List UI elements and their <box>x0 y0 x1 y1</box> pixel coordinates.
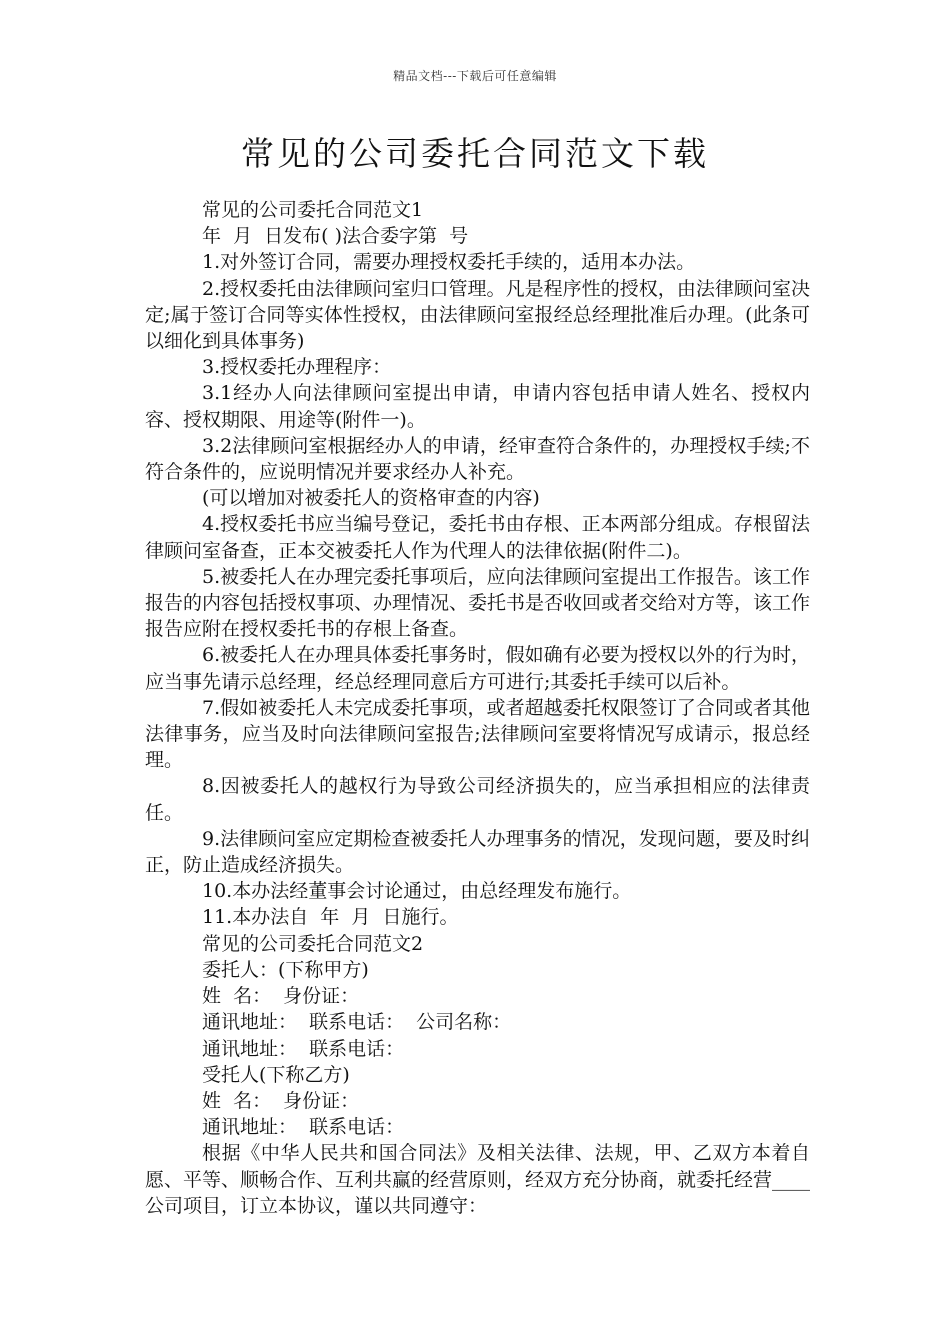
paragraph: 4.授权委托书应当编号登记，委托书由存根、正本两部分组成。存根留法律顾问室备查，正本交被委托人作为代理人的法律依据(附件二)。 <box>145 513 810 562</box>
document-body <box>145 197 810 1219</box>
paragraph: 年 月 日发布( )法合委字第 号 <box>202 225 469 248</box>
paragraph: 7.假如被委托人未完成委托事项，或者超越委托权限签订了合同或者其他法律事务，应当及时向法律顾问室报告;法律顾问室要将情况写成请示，报总经理。 <box>145 696 810 772</box>
paragraph: 常见的公司委托合同范文2 <box>202 932 424 955</box>
paragraph: 9.法律顾问室应定期检查被委托人办理事务的情况，发现问题，要及时纠正，防止造成经济损失。 <box>145 827 810 877</box>
paragraph: 2.授权委托由法律顾问室归口管理。凡是程序性的授权，由法律顾问室决定;属于签订合同等实体性授权，由法律顾问室报经总经理批准后办理。(此条可以细化到具体事务) <box>145 277 810 353</box>
paragraph: 3.1经办人向法律顾问室提出申请，申请内容包括申请人姓名、授权内容、授权期限、用途等(附件一)。 <box>145 382 810 431</box>
paragraph: 5.被委托人在办理完委托事项后，应向法律顾问室提出工作报告。该工作报告的内容包括授权事项、办理情况、委托书是否收回或者交给对方等，该工作报告应附在授权委托书的存根上备查。 <box>145 565 811 641</box>
paragraph: 3.授权委托办理程序： <box>202 356 392 379</box>
document-title: 常见的公司委托合同范文下载 <box>241 134 709 173</box>
paragraph: 姓 名： 身份证： <box>202 985 360 1008</box>
paragraph: 通讯地址： 联系电话： <box>202 1037 405 1060</box>
paragraph: 3.2法律顾问室根据经办人的申请，经审查符合条件的，办理授权手续;不符合条件的，应说明情况并要求经办人补充。 <box>145 434 810 484</box>
paragraph: 1.对外签订合同，需要办理授权委托手续的，适用本办法。 <box>202 251 696 274</box>
paragraph: 通讯地址： 联系电话： 公司名称： <box>202 1011 512 1034</box>
paragraph: 常见的公司委托合同范文1 <box>202 199 424 221</box>
paragraph: 通讯地址： 联系电话： <box>202 1116 405 1139</box>
paragraph: 10.本办法经董事会讨论通过，由总经理发布施行。 <box>202 880 632 903</box>
page-header-note: 精品文档---下载后可任意编辑 <box>393 69 557 83</box>
paragraph: (可以增加对被委托人的资格审查的内容) <box>202 487 540 510</box>
paragraph: 8.因被委托人的越权行为导致公司经济损失的，应当承担相应的法律责任。 <box>145 775 810 824</box>
paragraph: 11.本办法自 年 月 日施行。 <box>202 906 459 929</box>
paragraph: 姓 名： 身份证： <box>202 1089 360 1112</box>
paragraph: 委托人：(下称甲方) <box>202 958 369 981</box>
paragraph: 根据《中华人民共和国合同法》及相关法律、法规，甲、乙双方本着自愿、平等、顺畅合作、互利共赢的经营原则，经双方充分协商，就委托经营____公司项目，订立本协议，谨以共同遵守： <box>145 1142 811 1217</box>
paragraph: 受托人(下称乙方) <box>202 1063 350 1086</box>
paragraph: 6.被委托人在办理具体委托事务时，假如确有必要为授权以外的行为时，应当事先请示总经理，经总经理同意后方可进行;其委托手续可以后补。 <box>145 644 810 693</box>
